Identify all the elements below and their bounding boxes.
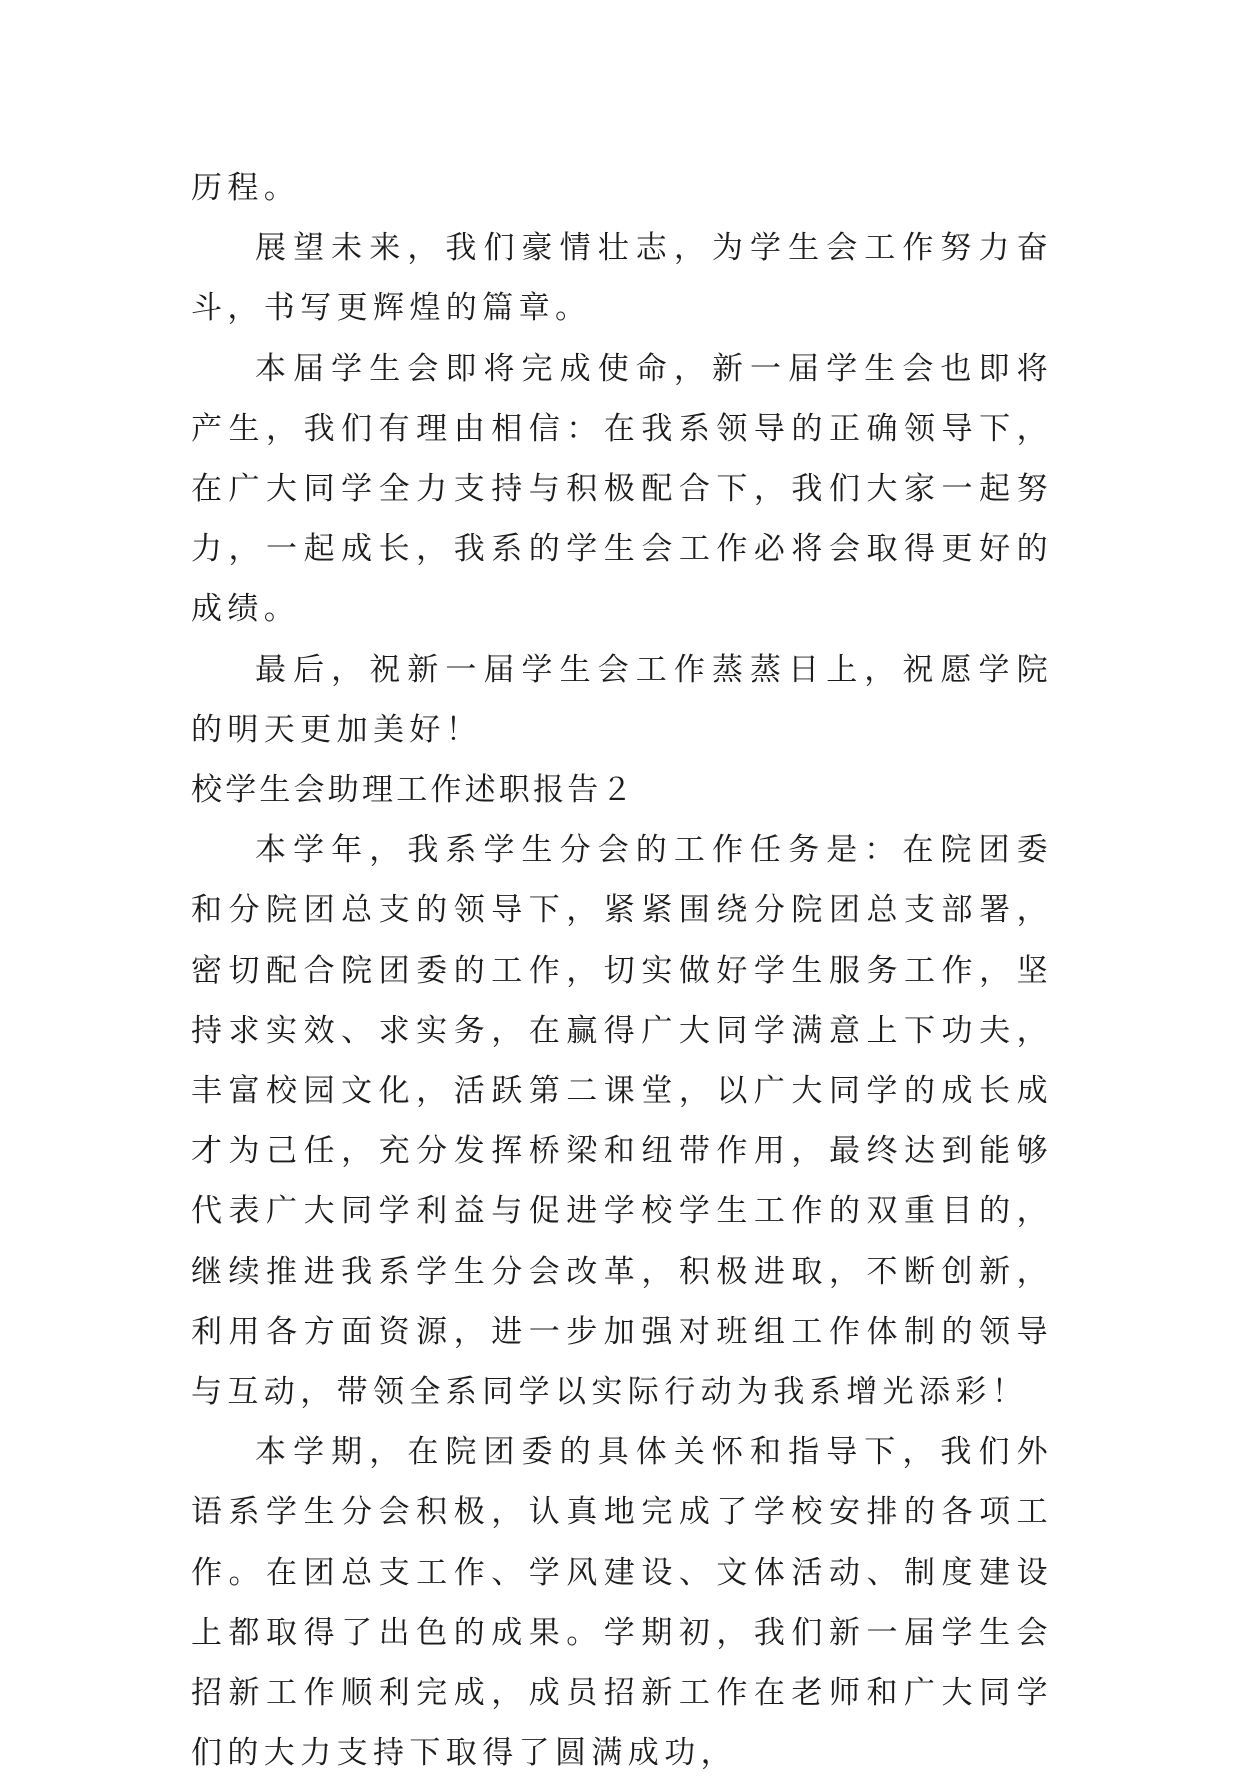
paragraph-outlook: 展望未来，我们豪情壮志，为学生会工作努力奋斗，书写更辉煌的篇章。	[191, 230, 1053, 327]
paragraph-semester: 本学期，在院团委的具体关怀和指导下，我们外语系学生分会积极，认真地完成了学校安排的各项工作。在团总支工作、学风建设、文体活动、制度建设上都取得了出色的成果。学期初，我们新一届学生会招新工作顺利完成，成员招新工作在老师和广大同学们的大力支持下取得了圆满成功，	[191, 1434, 1053, 1772]
paragraph-continued: 历程。	[191, 170, 301, 206]
paragraph-mission: 本届学生会即将完成使命，新一届学生会也即将产生，我们有理由相信：在我系领导的正确领导下，在广大同学全力支持与积极配合下，我们大家一起努力，一起成长，我系的学生会工作必将会取得更好的成绩。	[191, 350, 1053, 628]
section-heading: 校学生会助理工作述职报告２	[191, 772, 636, 809]
paragraph-tasks: 本学年，我系学生分会的工作任务是：在院团委和分院团总支的领导下，紧紧围绕分院团总支部署，密切配合院团委的工作，切实做好学生服务工作，坚持求实效、求实务，在赢得广大同学满意上下功夫，丰富校园文化，活跃第二课堂，以广大同学的成长成才为己任，充分发挥桥梁和纽带作用，最终达到能够代表广大同学利益与促进学校学生工作的双重目的，继续推进我系学生分会改革，积极进取，不断创新，利用各方面资源，进一步加强对班组工作体制的领导与互动，带领全系同学以实际行动为我系增光添彩！	[191, 832, 1053, 1411]
document-body	[191, 158, 1053, 1783]
paragraph-wishes: 最后，祝新一届学生会工作蒸蒸日上，祝愿学院的明天更加美好！	[191, 651, 1053, 748]
